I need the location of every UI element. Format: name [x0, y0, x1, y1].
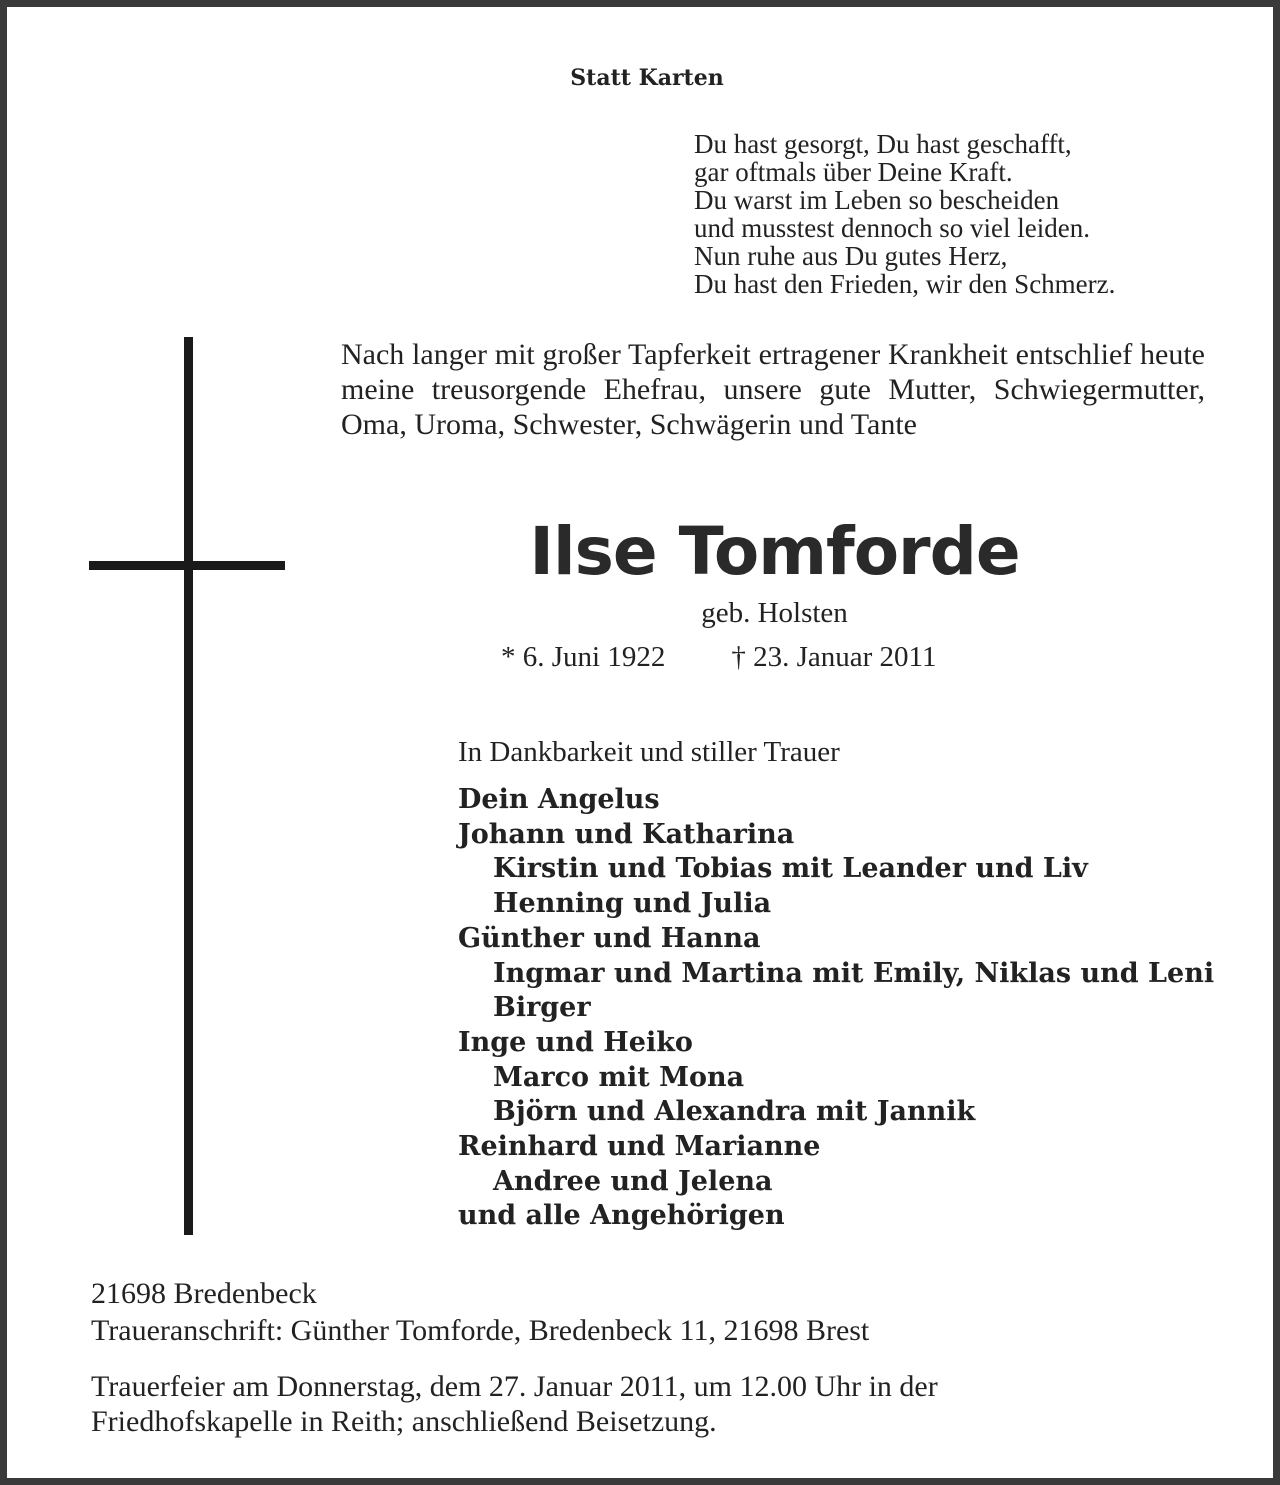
poem-line: Nun ruhe aus Du gutes Herz, [694, 241, 1008, 271]
mourner-line: Dein Angelus [458, 784, 660, 815]
funeral-service-info [91, 1369, 938, 1439]
poem-line: gar oftmals über Deine Kraft. [694, 157, 1013, 187]
thanks-line: In Dankbarkeit und stiller Trauer [458, 736, 840, 768]
life-dates [501, 639, 936, 675]
mourner-line: Kirstin und Tobias mit Leander und Liv [493, 853, 1088, 885]
town-line: 21698 Bredenbeck [91, 1277, 317, 1310]
header-note: Statt Karten [570, 65, 724, 91]
mourners-list [458, 783, 1214, 1234]
birth-date: * 6. Juni 1922 [501, 641, 666, 673]
mourner-line: Johann und Katharina [458, 818, 795, 850]
poem-line: und musstest dennoch so viel leiden. [694, 213, 1090, 243]
poem-line: Du warst im Leben so bescheiden [694, 185, 1060, 215]
poem-line: Du hast den Frieden, wir den Schmerz. [694, 269, 1116, 299]
mourner-line: Ingmar und Martina mit Emily, Niklas und Leni [493, 957, 1215, 989]
mourner-line: Andree und Jelena [493, 1165, 773, 1197]
mourner-line: Günther und Hanna [458, 922, 761, 954]
mourner-line: Björn und Alexandra mit Jannik [493, 1096, 976, 1128]
mourner-line: Inge und Heiko [458, 1026, 693, 1058]
poem [694, 130, 1115, 298]
deceased-name: Ilse Tomforde [529, 513, 1020, 590]
service-line: Friedhofskapelle in Reith; anschließend Beisetzung. [91, 1405, 717, 1438]
cross-horizontal-bar [89, 561, 285, 570]
mourner-line: Henning und Julia [493, 888, 772, 920]
poem-line: Du hast gesorgt, Du hast geschafft, [694, 129, 1072, 159]
address-block [91, 1275, 869, 1349]
mourner-line: Birger [493, 992, 591, 1024]
mourner-line: Reinhard und Marianne [458, 1131, 821, 1163]
service-line: Trauerfeier am Donnerstag, dem 27. Januar 2011, um 12.00 Uhr in der [91, 1370, 938, 1403]
cross-vertical-bar [184, 337, 193, 1235]
mourner-line: und alle Angehörigen [458, 1200, 785, 1232]
mourning-address: Traueranschrift: Günther Tomforde, Bredenbeck 11, 21698 Brest [91, 1314, 870, 1347]
mourner-line: Marco mit Mona [493, 1061, 745, 1093]
maiden-name: geb. Holsten [701, 597, 848, 629]
intro-text: Nach langer mit großer Tapferkeit ertragener Krankheit entschlief heute meine treusorgende Ehefrau, unsere gute Mutter, Schwiegermutter, Oma, Uroma, Schwester, Schwägerin und Tante [341, 338, 1205, 441]
death-date: † 23. Januar 2011 [731, 641, 937, 673]
